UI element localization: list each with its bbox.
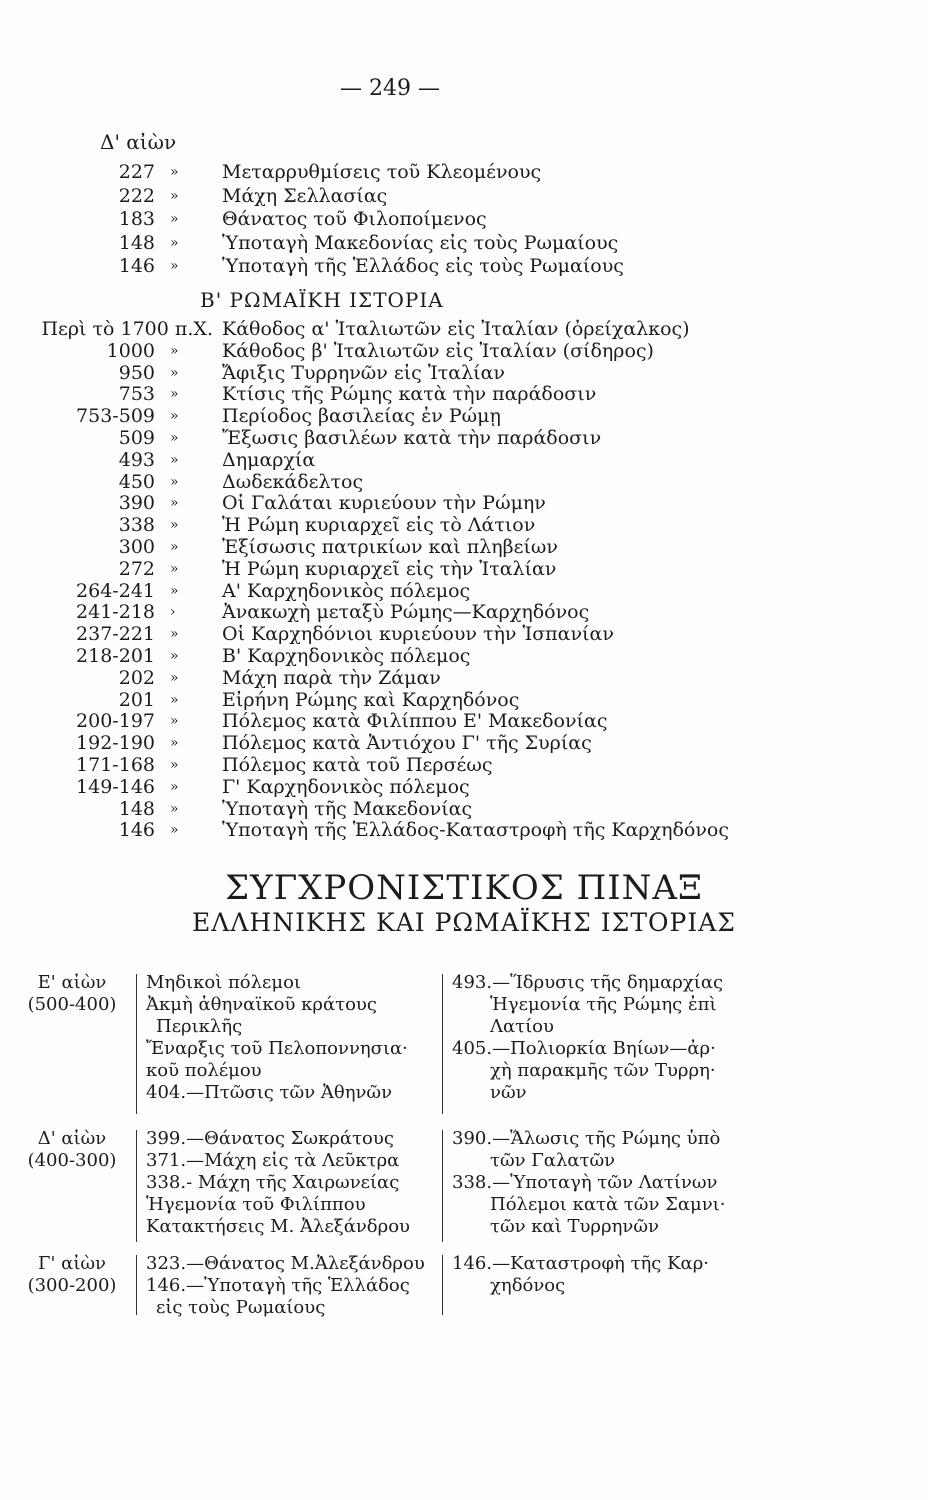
ditto-mark: » xyxy=(170,430,179,446)
ditto-mark: » xyxy=(170,735,179,752)
table-row xyxy=(0,161,880,183)
event: Ἄφιξις Τυρρηνῶν εἰς Ἰταλίαν xyxy=(222,361,505,384)
ditto-mark: » xyxy=(170,560,179,577)
greek-event-line: Μηδικοὶ πόλεμοι xyxy=(146,972,301,993)
year: 493 xyxy=(118,448,155,471)
ditto-mark: » xyxy=(170,669,179,686)
ditto-mark: » xyxy=(170,451,179,468)
year-cell xyxy=(0,185,155,207)
greek-event-line: Κατακτήσεις Μ. Ἀλεξάνδρου xyxy=(146,1216,410,1237)
roman-event-line: χὴ παρακμῆς τῶν Τυρρη· xyxy=(490,1060,716,1081)
table-row xyxy=(0,185,880,207)
ditto-mark: » xyxy=(170,800,179,817)
greek-event-line: 338.- Μάχη τῆς Χαιρωνείας xyxy=(146,1172,400,1193)
event: Ὑποταγὴ τῆς Ἑλλάδος-Καταστροφὴ τῆς Καρχηδόνος xyxy=(222,819,729,842)
event: Ὑποταγὴ Μακεδονίας εἰς τοὺς Ρωμαίους xyxy=(222,231,619,254)
table-row xyxy=(0,492,880,514)
roman-event-line: 405.—Πολιορκία Βηίων—ἀρ· xyxy=(452,1038,716,1059)
year: 201 xyxy=(118,688,155,711)
year: 192-190 xyxy=(76,732,155,755)
century-label xyxy=(22,1253,122,1297)
event: Α' Καρχηδονικὸς πόλεμος xyxy=(222,579,471,602)
table-row xyxy=(0,427,880,449)
century-label xyxy=(22,1128,122,1172)
year-cell xyxy=(0,558,155,580)
year-cell xyxy=(0,340,155,362)
column-rule xyxy=(136,1255,137,1315)
event: Ὑποταγὴ τῆς Μακεδονίας xyxy=(222,797,473,820)
column-rule xyxy=(442,974,443,1114)
year-cell xyxy=(0,732,155,754)
year-cell xyxy=(0,405,155,427)
greek-events xyxy=(146,1253,425,1319)
roman-events xyxy=(452,1253,709,1297)
event: Πόλεμος κατὰ Ἀντιόχου Γ' τῆς Συρίας xyxy=(222,732,592,755)
year: 509 xyxy=(118,427,155,449)
column-rule xyxy=(136,1130,137,1242)
year: 200-197 xyxy=(76,710,155,733)
year-cell xyxy=(0,798,155,820)
ditto-mark: » xyxy=(170,495,179,512)
roman-event-line: Λατίου xyxy=(490,1016,554,1037)
year: 264-241 xyxy=(76,579,155,602)
era-d-heading: Δ' αἰὼν xyxy=(100,130,177,154)
event: Πόλεμος κατὰ τοῦ Περσέως xyxy=(222,754,493,776)
ditto-mark: » xyxy=(170,648,179,664)
year: Περὶ τὸ 1700 π.Χ. xyxy=(41,318,213,340)
ditto-mark: » xyxy=(170,342,179,359)
ditto-mark: › xyxy=(170,604,176,621)
year-cell xyxy=(0,232,155,254)
ditto-mark: » xyxy=(170,364,179,381)
year-cell xyxy=(0,754,155,776)
greek-event-line: Περικλῆς xyxy=(156,1016,243,1037)
table-row xyxy=(0,754,880,776)
year-cell xyxy=(0,819,155,841)
year-cell xyxy=(0,383,155,405)
year: 218-201 xyxy=(76,645,155,667)
page-number: — 249 — xyxy=(340,76,440,101)
table-row xyxy=(0,232,880,254)
ditto-mark: » xyxy=(170,234,179,251)
event: Β' Καρχηδονικὸς πόλεμος xyxy=(222,645,471,667)
roman-event-line: τῶν καὶ Τυρρηνῶν xyxy=(490,1216,659,1237)
year: 950 xyxy=(118,361,155,384)
year-cell xyxy=(0,536,155,558)
table-row xyxy=(0,710,880,732)
roman-event-line: νῶν xyxy=(490,1082,527,1103)
year-cell xyxy=(0,689,155,711)
year: 753 xyxy=(118,383,155,406)
event: Κάθοδος β' Ἰταλιωτῶν εἰς Ἰταλίαν (σίδηρος) xyxy=(222,339,654,362)
roman-history-heading: Β' ΡΩΜΑΪΚΗ ΙΣΤΟΡΙΑ xyxy=(200,288,444,312)
century-name: Γ' αἰὼν xyxy=(38,1253,106,1274)
ditto-mark: » xyxy=(170,713,179,730)
event: Γ' Καρχηδονικὸς πόλεμος xyxy=(222,775,470,798)
ditto-mark: » xyxy=(170,691,179,708)
year: 202 xyxy=(118,666,155,689)
year: 146 xyxy=(118,255,155,277)
year-cell xyxy=(8,318,213,340)
ditto-mark: » xyxy=(170,258,179,274)
event: Μάχη παρὰ τὴν Ζάμαν xyxy=(222,666,441,689)
year: 272 xyxy=(118,557,155,580)
year-cell xyxy=(0,471,155,493)
year-cell xyxy=(0,623,155,645)
year-cell xyxy=(0,667,155,689)
table-row xyxy=(0,689,880,711)
roman-event-line: 493.—Ἵδρυσις τῆς δημαρχίας xyxy=(452,972,724,993)
roman-event-line: 146.—Καταστροφὴ τῆς Καρ· xyxy=(452,1253,710,1274)
year: 450 xyxy=(118,470,155,493)
event: Μάχη Σελλασίας xyxy=(222,184,388,207)
ditto-mark: » xyxy=(170,187,179,204)
roman-event-line: Ἡγεμονία τῆς Ρώμης ἐπὶ xyxy=(490,994,717,1015)
ditto-mark: » xyxy=(170,757,179,773)
table-row xyxy=(0,580,880,602)
event: Περίοδος βασιλείας ἐν Ρώμῃ xyxy=(222,405,501,428)
ditto-mark: » xyxy=(170,386,179,403)
sync-table-subtitle: ΕΛΛΗΝΙΚΗΣ ΚΑΙ ΡΩΜΑΪΚΗΣ ΙΣΤΟΡΙΑΣ xyxy=(192,908,736,937)
sync-table-title: ΣΥΓΧΡΟΝΙΣΤΙΚΟΣ ΠΙΝΑΞ xyxy=(225,868,703,908)
table-row xyxy=(0,208,880,230)
century-range: (500-400) xyxy=(27,994,117,1015)
year: 183 xyxy=(118,208,155,230)
ditto-mark: » xyxy=(170,211,179,227)
event: Ἡ Ρώμη κυριαρχεῖ εἰς τὴν Ἰταλίαν xyxy=(222,557,557,580)
table-row xyxy=(0,383,880,405)
table-row xyxy=(0,798,880,820)
table-row xyxy=(0,645,880,667)
year: 148 xyxy=(118,231,155,254)
century-range: (300-200) xyxy=(27,1275,117,1296)
ditto-mark: » xyxy=(170,822,179,839)
roman-event-line: 338.—Ὑποταγὴ τῶν Λατίνων xyxy=(452,1172,718,1193)
greek-event-line: εἰς τοὺς Ρωμαίους xyxy=(156,1297,326,1318)
table-row xyxy=(0,819,880,841)
roman-event-line: χηδόνος xyxy=(490,1275,566,1296)
column-rule xyxy=(136,974,137,1114)
table-row xyxy=(0,536,880,558)
table-row xyxy=(0,471,880,493)
year: 149-146 xyxy=(76,775,155,798)
table-row xyxy=(0,667,880,689)
event: Οἱ Γαλάται κυριεύουν τὴν Ρώμην xyxy=(222,492,546,515)
greek-event-line: Ἔναρξις τοῦ Πελοποννησια· xyxy=(146,1038,408,1059)
event: Ἔξωσις βασιλέων κατὰ τὴν παράδοσιν xyxy=(222,427,602,449)
table-row xyxy=(0,405,880,427)
event: Ἀνακωχὴ μεταξὺ Ρώμης—Καρχηδόνος xyxy=(222,601,590,624)
ditto-mark: » xyxy=(170,517,179,534)
year-cell xyxy=(0,601,155,623)
table-row xyxy=(0,362,880,384)
century-label xyxy=(22,972,122,1016)
event: Οἱ Καρχηδόνιοι κυριεύουν τὴν Ἱσπανίαν xyxy=(222,623,614,646)
greek-event-line: Ἡγεμονία τοῦ Φιλίππου xyxy=(146,1194,366,1215)
event: Κάθοδος α' Ἰταλιωτῶν εἰς Ἰταλίαν (ὀρείχαλκος) xyxy=(222,318,690,340)
roman-events xyxy=(452,972,723,1104)
table-row xyxy=(0,255,880,277)
year: 146 xyxy=(118,819,155,842)
event: Ὑποταγὴ τῆς Ἑλλάδος εἰς τοὺς Ρωμαίους xyxy=(222,255,624,277)
event: Κτίσις τῆς Ρώμης κατὰ τὴν παράδοσιν xyxy=(222,383,597,406)
roman-event-line: 390.—Ἅλωσις τῆς Ρώμης ὑπὸ xyxy=(452,1128,721,1149)
ditto-mark: » xyxy=(170,473,179,490)
ditto-mark: » xyxy=(170,539,179,555)
roman-event-line: Πόλεμοι κατὰ τῶν Σαμνι· xyxy=(490,1194,726,1215)
event: Δημαρχία xyxy=(222,448,316,471)
century-name: Ε' αἰὼν xyxy=(37,972,107,993)
event: Ἡ Ρώμη κυριαρχεῖ εἰς τὸ Λάτιον xyxy=(222,514,536,537)
year-cell xyxy=(0,514,155,536)
greek-event-line: 146.—Ὑποταγὴ τῆς Ἑλλάδος xyxy=(146,1275,410,1296)
event: Δωδεκάδελτος xyxy=(222,470,364,493)
year: 148 xyxy=(118,797,155,820)
year: 753-509 xyxy=(76,405,155,428)
greek-event-line: κοῦ πολέμου xyxy=(146,1060,262,1081)
greek-event-line: 399.—Θάνατος Σωκράτους xyxy=(146,1128,394,1149)
roman-events xyxy=(452,1128,725,1238)
year: 390 xyxy=(118,492,155,515)
greek-event-line: 404.—Πτῶσις τῶν Ἀθηνῶν xyxy=(146,1082,393,1103)
table-row xyxy=(0,601,880,623)
century-range: (400-300) xyxy=(27,1150,117,1171)
year-cell xyxy=(0,449,155,471)
year-cell xyxy=(0,362,155,384)
year-cell xyxy=(0,492,155,514)
year-cell xyxy=(0,710,155,732)
year: 241-218 xyxy=(76,601,155,624)
year-cell xyxy=(0,427,155,449)
table-row xyxy=(0,318,880,340)
century-name: Δ' αἰὼν xyxy=(37,1128,107,1149)
year: 171-168 xyxy=(76,754,155,776)
year-cell xyxy=(0,645,155,667)
event: Μεταρρυθμίσεις τοῦ Κλεομένους xyxy=(222,161,542,183)
event: Ἐξίσωσις πατρικίων καὶ πληβείων xyxy=(222,536,558,558)
roman-event-line: τῶν Γαλατῶν xyxy=(490,1150,616,1171)
event: Θάνατος τοῦ Φιλοποίμενος xyxy=(222,208,487,230)
column-rule xyxy=(442,1255,443,1315)
table-row xyxy=(0,623,880,645)
year: 338 xyxy=(118,514,155,537)
year: 227 xyxy=(118,161,155,183)
event: Πόλεμος κατὰ Φιλίππου Ε' Μακεδονίας xyxy=(222,710,608,733)
year-cell xyxy=(0,776,155,798)
table-row xyxy=(0,558,880,580)
year: 300 xyxy=(118,536,155,558)
year: 237-221 xyxy=(76,623,155,646)
table-row xyxy=(0,514,880,536)
year: 1000 xyxy=(106,339,155,362)
ditto-mark: » xyxy=(170,778,179,795)
year: 222 xyxy=(118,184,155,207)
greek-events xyxy=(146,972,408,1104)
ditto-mark: » xyxy=(170,408,179,425)
event: Εἰρήνη Ρώμης καὶ Καρχηδόνος xyxy=(222,688,520,711)
ditto-mark: » xyxy=(170,164,179,180)
year-cell xyxy=(0,161,155,183)
table-row xyxy=(0,776,880,798)
greek-events xyxy=(146,1128,410,1238)
greek-event-line: 371.—Μάχη εἰς τὰ Λεῦκτρα xyxy=(146,1150,400,1171)
year-cell xyxy=(0,255,155,277)
year-cell xyxy=(0,580,155,602)
greek-event-line: Ἀκμὴ ἀθηναϊκοῦ κράτους xyxy=(146,994,377,1015)
table-row xyxy=(0,449,880,471)
ditto-mark: » xyxy=(170,582,179,599)
year-cell xyxy=(0,208,155,230)
column-rule xyxy=(442,1130,443,1242)
greek-event-line: 323.—Θάνατος Μ.Ἀλεξάνδρου xyxy=(146,1253,425,1274)
table-row xyxy=(0,340,880,362)
ditto-mark: » xyxy=(170,626,179,643)
table-row xyxy=(0,732,880,754)
